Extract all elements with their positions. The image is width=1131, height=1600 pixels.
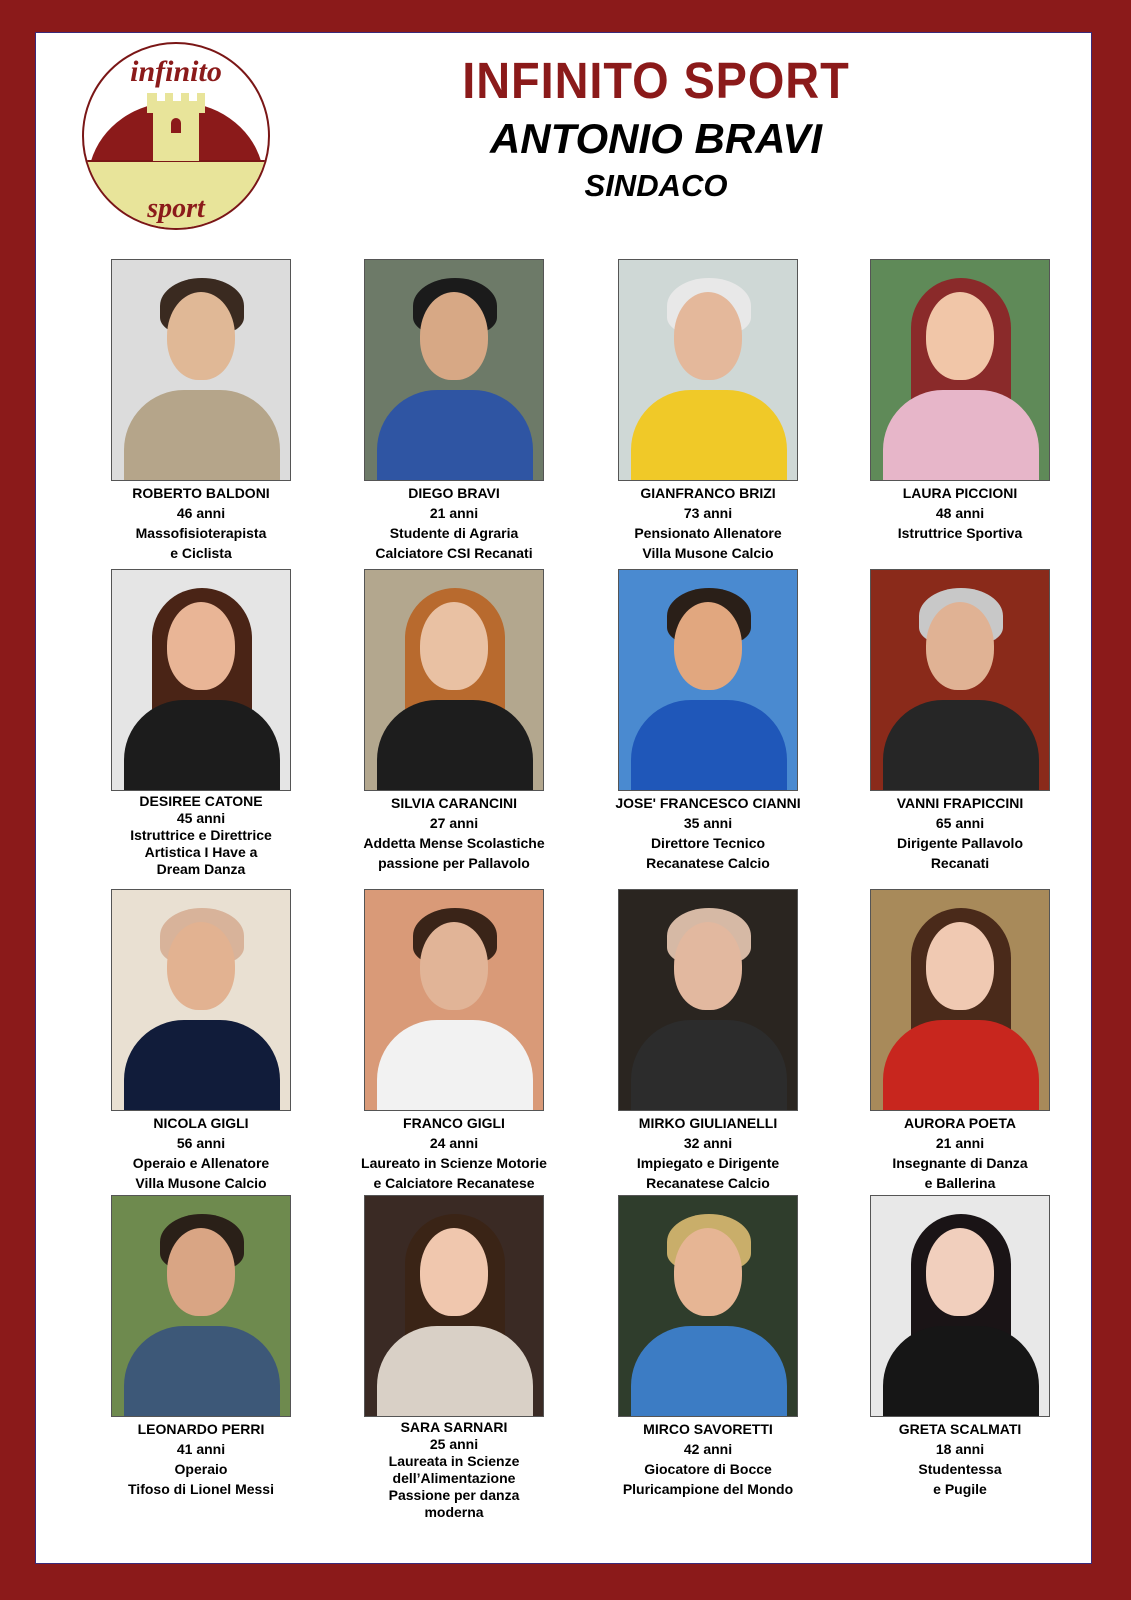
candidate-age: 46 anni [176, 505, 226, 521]
candidate-name: SILVIA CARANCINI [391, 795, 517, 811]
candidate-card [339, 569, 569, 873]
candidate-age: 35 anni [683, 815, 733, 831]
candidate-photo [364, 259, 544, 481]
candidate-card [339, 889, 569, 1193]
candidate-description-line1: Istruttrice e Direttrice [130, 827, 272, 843]
candidate-age: 25 anni [429, 1436, 479, 1452]
candidate-name: GIANFRANCO BRIZI [640, 485, 776, 501]
candidate-description-line1: Direttore Tecnico [650, 835, 766, 851]
candidate-description-line1: Dirigente Pallavolo [896, 835, 1024, 851]
candidate-photo [618, 569, 798, 791]
page-title: INFINITO SPORT [462, 52, 850, 109]
candidate-description-line2: Recanatese Calcio [646, 855, 770, 871]
candidate-card [339, 259, 569, 563]
candidate-name: DIEGO BRAVI [408, 485, 500, 501]
candidate-description-line1: Operaio e Allenatore [132, 1155, 270, 1171]
candidate-photo [618, 259, 798, 481]
candidate-name: SARA SARNARI [400, 1419, 508, 1435]
candidate-description-line2: Tifoso di Lionel Messi [128, 1481, 274, 1497]
candidate-card [593, 889, 823, 1193]
candidate-photo [364, 569, 544, 791]
candidate-age: 21 anni [935, 1135, 985, 1151]
candidate-description-line2: passione per Pallavolo [378, 855, 530, 871]
candidate-description-line2: Artistica I Have a [144, 844, 258, 860]
candidate-photo [870, 1195, 1050, 1417]
candidate-description-line1: Pensionato Allenatore [634, 525, 782, 541]
candidate-photo [111, 889, 291, 1111]
candidate-photo [618, 1195, 798, 1417]
candidate-photo [111, 1195, 291, 1417]
candidate-description-line1: Insegnante di Danza [892, 1155, 1028, 1171]
candidate-description-line1: Studentessa [918, 1461, 1002, 1477]
candidate-age: 27 anni [429, 815, 479, 831]
candidate-description-line4: moderna [424, 1504, 484, 1520]
candidate-name: AURORA POETA [904, 1115, 1016, 1131]
candidate-description-line2: e Ciclista [170, 545, 232, 561]
candidate-card [845, 259, 1075, 543]
candidate-name: LAURA PICCIONI [902, 485, 1018, 501]
candidate-age: 41 anni [176, 1441, 226, 1457]
candidate-card [86, 1195, 316, 1499]
candidate-description-line1: Impiegato e Dirigente [636, 1155, 780, 1171]
candidate-age: 42 anni [683, 1441, 733, 1457]
candidate-age: 45 anni [176, 810, 226, 826]
candidate-card [86, 259, 316, 563]
candidate-card [845, 569, 1075, 873]
candidate-role: SINDACO [584, 168, 728, 203]
candidates-grid [36, 33, 1091, 1563]
candidate-card [339, 1195, 569, 1521]
candidate-photo [364, 889, 544, 1111]
candidate-name: MIRCO SAVORETTI [643, 1421, 773, 1437]
candidate-photo [111, 569, 291, 791]
svg-text:infinito: infinito [130, 55, 222, 88]
candidate-card [593, 259, 823, 563]
candidate-description-line2: Pluricampione del Mondo [622, 1481, 794, 1497]
candidate-card [845, 1195, 1075, 1499]
candidate-age: 21 anni [429, 505, 479, 521]
candidate-name: GRETA SCALMATI [898, 1421, 1022, 1437]
candidate-photo [870, 569, 1050, 791]
candidate-card [845, 889, 1075, 1193]
candidate-description-line2: Recanati [930, 855, 990, 871]
candidate-description-line1: Laureato in Scienze Motorie [361, 1155, 547, 1171]
candidate-photo [618, 889, 798, 1111]
candidate-card [86, 569, 316, 878]
candidate-age: 56 anni [176, 1135, 226, 1151]
candidate-name: MIRKO GIULIANELLI [638, 1115, 778, 1131]
candidate-card [593, 569, 823, 873]
candidate-description-line2: Calciatore CSI Recanati [375, 545, 533, 561]
candidate-description-line1: Operaio [174, 1461, 228, 1477]
candidate-card [86, 889, 316, 1193]
candidate-description-line2: e Ballerina [924, 1175, 996, 1191]
candidate-age: 18 anni [935, 1441, 985, 1457]
candidate-description-line2: Villa Musone Calcio [642, 545, 774, 561]
candidate-description-line2: e Calciatore Recanatese [373, 1175, 535, 1191]
candidate-photo [870, 889, 1050, 1111]
candidate-description-line1: Addetta Mense Scolastiche [363, 835, 545, 851]
candidate-description-line2: Recanatese Calcio [646, 1175, 770, 1191]
candidate-name: JOSE' FRANCESCO CIANNI [615, 795, 801, 811]
candidate-description-line1: Laureata in Scienze [388, 1453, 520, 1469]
candidate-name: FRANCO GIGLI [403, 1115, 505, 1131]
candidate-description-line2: e Pugile [933, 1481, 987, 1497]
svg-text:sport: sport [147, 193, 205, 224]
candidate-name: NICOLA GIGLI [153, 1115, 249, 1131]
candidate-description-line1: Istruttrice Sportiva [897, 525, 1023, 541]
candidate-description-line1: Giocatore di Bocce [644, 1461, 772, 1477]
candidate-description-line2: Villa Musone Calcio [135, 1175, 267, 1191]
candidate-description-line3: Passione per danza [388, 1487, 520, 1503]
candidate-age: 65 anni [935, 815, 985, 831]
candidate-age: 48 anni [935, 505, 985, 521]
poster-sheet [35, 32, 1092, 1564]
candidate-photo [870, 259, 1050, 481]
candidate-description-line2: dell’Alimentazione [392, 1470, 516, 1486]
candidate-photo [111, 259, 291, 481]
candidate-description-line1: Studente di Agraria [389, 525, 519, 541]
candidate-description-line1: Massofisioterapista [135, 525, 267, 541]
candidate-photo [364, 1195, 544, 1417]
candidate-name: DESIREE CATONE [139, 793, 263, 809]
candidate-age: 73 anni [683, 505, 733, 521]
candidate-card [593, 1195, 823, 1499]
candidate-name: LEONARDO PERRI [137, 1421, 265, 1437]
candidate-age: 32 anni [683, 1135, 733, 1151]
candidate-name: VANNI FRAPICCINI [896, 795, 1024, 811]
candidate-age: 24 anni [429, 1135, 479, 1151]
candidate-description-line3: Dream Danza [156, 861, 246, 877]
candidate-name: ROBERTO BALDONI [132, 485, 270, 501]
candidate-name: ANTONIO BRAVI [489, 115, 823, 162]
